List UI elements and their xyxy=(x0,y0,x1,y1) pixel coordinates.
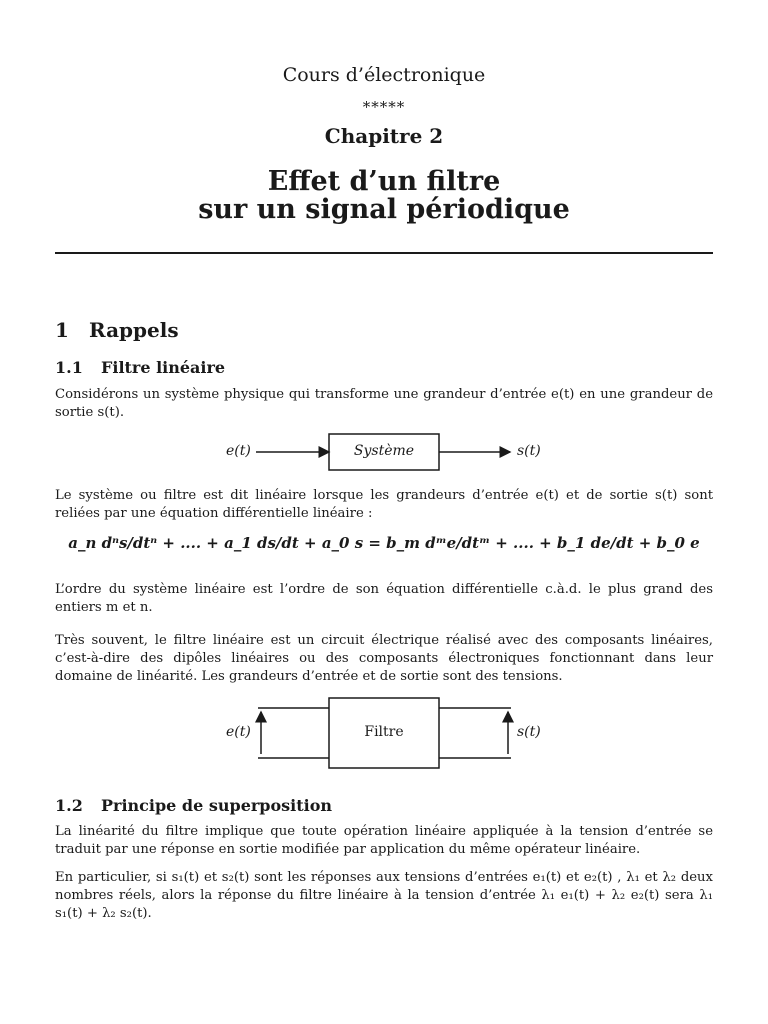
paragraph-superposition: En particulier, si s₁(t) et s₂(t) sont les réponses aux tensions d’entrées e₁(t) et e₂(t) , λ₁ et λ₂ deux nombres réels, alors la réponse du filtre linéaire à la tension d’entrée λ₁ e₁(t) + λ₂ e₂(t) sera λ₁ s₁(t) + λ₂ s₂(t). xyxy=(55,870,713,921)
course-title: Cours d’électronique xyxy=(282,64,486,86)
system-output-label: s(t) xyxy=(517,443,541,459)
title-rule xyxy=(55,252,713,254)
paragraph-linear-definition: Le système ou filtre est dit linéaire lorsque les grandeurs d’entrée e(t) et de sortie s(t) sont reliées par une équation différentielle linéaire : xyxy=(55,488,713,521)
filter-output-label: s(t) xyxy=(517,724,541,740)
paragraph-linearity: La linéarité du filtre implique que toute opération linéaire appliquée à la tension d’entrée se traduit par une réponse en sortie modifiée par application du même opérateur linéaire. xyxy=(55,824,713,857)
subsection-heading-1-2 xyxy=(55,796,332,815)
system-input-label: e(t) xyxy=(226,443,251,459)
subsection-number: 1.1 xyxy=(55,358,83,377)
differential-equation xyxy=(0,534,768,552)
subsection-heading-1-1 xyxy=(55,358,225,377)
section-number: 1 xyxy=(55,318,69,342)
subsection-title: Filtre linéaire xyxy=(101,358,226,377)
section-title: Rappels xyxy=(89,318,179,342)
paragraph-intro: Considérons un système physique qui transforme une grandeur d’entrée e(t) en une grandeur de sortie s(t). xyxy=(55,387,713,420)
chapter-title-line1: Effet d’un filtre xyxy=(267,166,501,197)
chapter-title xyxy=(0,168,768,224)
separator-stars: ***** xyxy=(362,98,406,116)
section-heading-1 xyxy=(55,318,179,342)
filter-box-label: Filtre xyxy=(364,724,404,740)
subsection-number: 1.2 xyxy=(55,796,83,815)
paragraph-order: L’ordre du système linéaire est l’ordre de son équation différentielle c.à.d. le plus grand des entiers m et n. xyxy=(55,582,713,615)
chapter-title-line2: sur un signal périodique xyxy=(198,194,570,225)
filter-input-label: e(t) xyxy=(226,724,251,740)
paragraph-electric-circuit: Très souvent, le filtre linéaire est un circuit électrique réalisé avec des composants linéaires, c’est-à-dire des dipôles linéaires ou des composants électroniques fonctionnant dans leur domaine de linéarité. Les grandeurs d’entrée et de sortie sont des tensions. xyxy=(55,633,713,684)
subsection-title: Principe de superposition xyxy=(101,796,333,815)
equation-text: a_n dⁿs/dtⁿ + .... + a_1 ds/dt + a_0 s = b_m dᵐe/dtᵐ + .... + b_1 de/dt + b_0 e xyxy=(68,534,700,552)
chapter-label: Chapitre 2 xyxy=(324,124,444,148)
system-box-label: Système xyxy=(353,443,415,459)
